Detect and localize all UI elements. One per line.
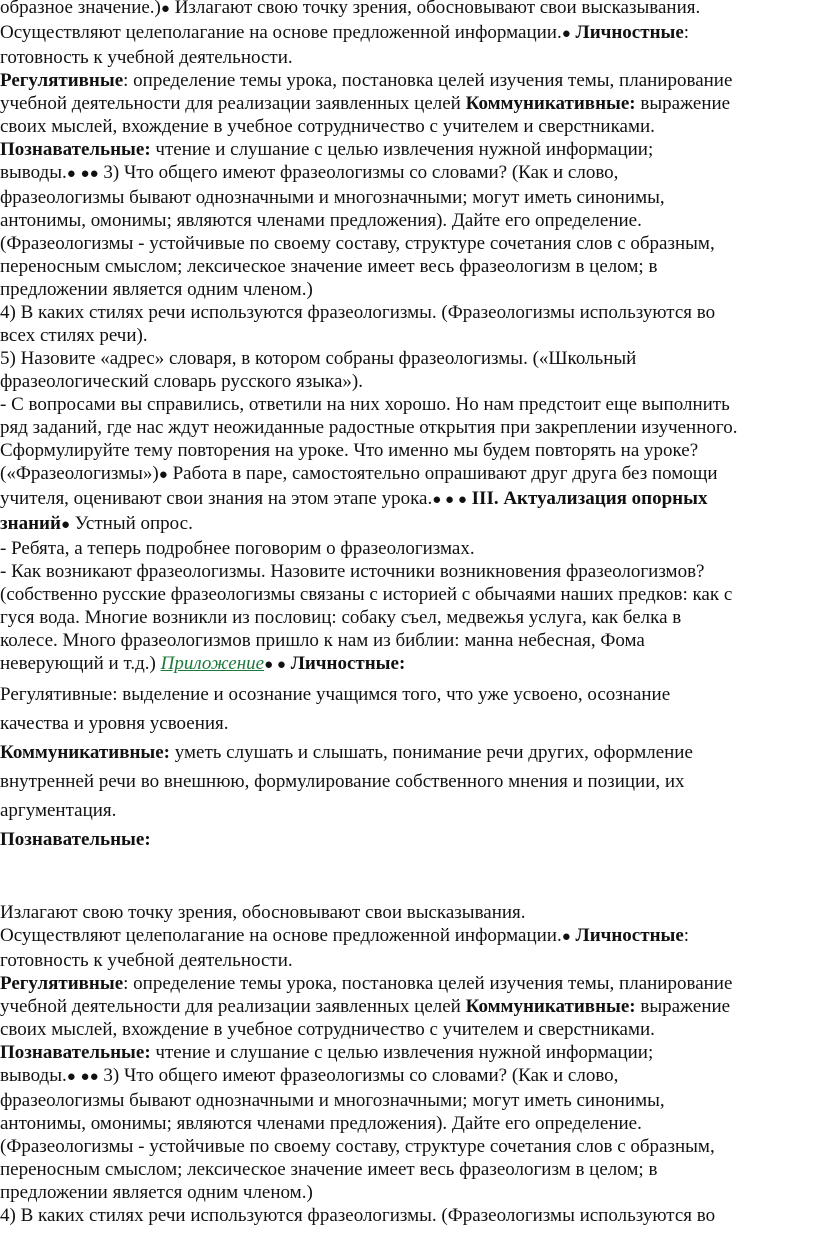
text-line: Коммуникативные: уметь слушать и слышать, понимание речи других, оформление (0, 742, 693, 763)
text-line: предложении является одним членом.) (0, 279, 313, 300)
text-line: готовность к учебной деятельности. (0, 47, 293, 68)
text-line: Сформулируйте тему повторения на уроке. Что именно мы будем повторять на уроке? (0, 440, 699, 461)
bullet-icon: ● ● ● (432, 492, 467, 508)
text-line: колесе. Много фразеологизмов пришло к нам из библии: манна небесная, Фома (0, 630, 645, 651)
text-line: фразеологизмы бывают однозначными и многозначными; могут иметь синонимы, (0, 187, 665, 208)
text-line: - Ребята, а теперь подробнее поговорим о фразеологизмах. (0, 538, 475, 559)
text-line: антонимы, омонимы; являются членами предложения). Дайте его определение. (0, 1113, 642, 1134)
section-heading: Познавательные: (0, 829, 151, 850)
text-line: Познавательные: чтение и слушание с целью извлечения нужной информации; (0, 139, 654, 160)
text-line: предложении является одним членом.) (0, 1182, 313, 1203)
text-line: учебной деятельности для реализации заявленных целей Коммуникативные: выражение (0, 996, 731, 1017)
text-line: учебной деятельности для реализации заявленных целей Коммуникативные: выражение (0, 93, 731, 114)
text-line: фразеологизмы бывают однозначными и многозначными; могут иметь синонимы, (0, 1090, 665, 1111)
text-line: переносным смыслом; лексическое значение имеет весь фразеологизм в целом; в (0, 256, 658, 277)
section-repeat (0, 901, 816, 1227)
text-line: Регулятивные: определение темы урока, постановка целей изучения темы, планирование (0, 70, 733, 91)
text-line: Осуществляют целеполагание на основе предложенной информации.● Личностные: (0, 22, 690, 43)
text-line: всех стилях речи). (0, 325, 148, 346)
text-line: Регулятивные: определение темы урока, постановка целей изучения темы, планирование (0, 973, 733, 994)
text-line: 4) В каких стилях речи используются фразеологизмы. (Фразеологизмы используются во (0, 302, 716, 323)
text-line: качества и уровня усвоения. (0, 713, 229, 734)
text-line: своих мыслей, вхождение в учебное сотрудничество с учителем и сверстниками. (0, 1019, 655, 1040)
text-line: ряд заданий, где нас ждут неожиданные радостные открытия при закреплении изученного. (0, 417, 738, 438)
text-line: - С вопросами вы справились, ответили на них хорошо. Но нам предстоит еще выполнить (0, 394, 730, 415)
bullet-icon: ● (66, 1069, 76, 1085)
text-line: выводы.● ●● 3) Что общего имеют фразеологизмы со словами? (Как и слово, (0, 1065, 619, 1086)
text-line: гуся вода. Многие возникли из пословиц: собаку съел, медвежья услуга, как белка в (0, 607, 682, 628)
text-line: - Как возникают фразеологизмы. Назовите источники возникновения фразеологизмов? (0, 561, 705, 582)
text-line: Регулятивные: выделение и осознание учащимся того, что уже усвоено, осознание (0, 684, 671, 705)
bullet-icon: ● (158, 467, 168, 483)
text-line: внутренней речи во внешнюю, формулирование собственного мнения и позиции, их (0, 771, 685, 792)
bullet-icon: ● (60, 517, 70, 533)
text-line: учителя, оценивают свои знания на этом этапе урока.● ● ● III. Актуализация опорных (0, 488, 708, 509)
text-line: 5) Назовите «адрес» словаря, в котором собраны фразеологизмы. («Школьный (0, 348, 637, 369)
bullet-icon: ●● (80, 166, 99, 182)
text-line: готовность к учебной деятельности. (0, 950, 293, 971)
bullet-icon: ● ● (264, 657, 286, 673)
bullet-icon: ● (160, 1, 170, 17)
text-line: антонимы, омонимы; являются членами предложения). Дайте его определение. (0, 210, 642, 231)
text-line: своих мыслей, вхождение в учебное сотрудничество с учителем и сверстниками. (0, 116, 655, 137)
bullet-icon: ● (561, 26, 571, 42)
text-line: знаний● Устный опрос. (0, 513, 193, 534)
text-line: (собственно русские фразеологизмы связаны с историей с обычаями наших предков: как с (0, 584, 733, 605)
appendix-link[interactable]: Приложение (160, 653, 265, 674)
text-line: аргументация. (0, 800, 117, 821)
text-line: («Фразеологизмы»)● Работа в паре, самостоятельно опрашивают друг друга без помощи (0, 463, 718, 484)
text-line: (Фразеологизмы - устойчивые по своему составу, структуре сочетания слов с образным, (0, 1136, 715, 1157)
text-line: неверующий и т.д.) Приложение● ● Личностные: (0, 653, 406, 674)
text-line: выводы.● ●● 3) Что общего имеют фразеологизмы со словами? (Как и слово, (0, 162, 619, 183)
text-line: фразеологический словарь русского языка»). (0, 371, 363, 392)
text-line: Излагают свою точку зрения, обосновывают свои высказывания. (0, 902, 526, 923)
text-line: переносным смыслом; лексическое значение имеет весь фразеологизм в целом; в (0, 1159, 658, 1180)
bullet-icon: ● (561, 929, 571, 945)
text-line: Познавательные: чтение и слушание с целью извлечения нужной информации; (0, 1042, 654, 1063)
text-line: 4) В каких стилях речи используются фразеологизмы. (Фразеологизмы используются во (0, 1205, 716, 1226)
bullet-icon: ● (66, 166, 76, 182)
text-line: образное значение.)● Излагают свою точку зрения, обосновывают свои высказывания. (0, 0, 701, 18)
text-line: Осуществляют целеполагание на основе предложенной информации.● Личностные: (0, 925, 690, 946)
text-line: (Фразеологизмы - устойчивые по своему составу, структуре сочетания слов с образным, (0, 233, 715, 254)
bullet-icon: ●● (80, 1069, 99, 1085)
